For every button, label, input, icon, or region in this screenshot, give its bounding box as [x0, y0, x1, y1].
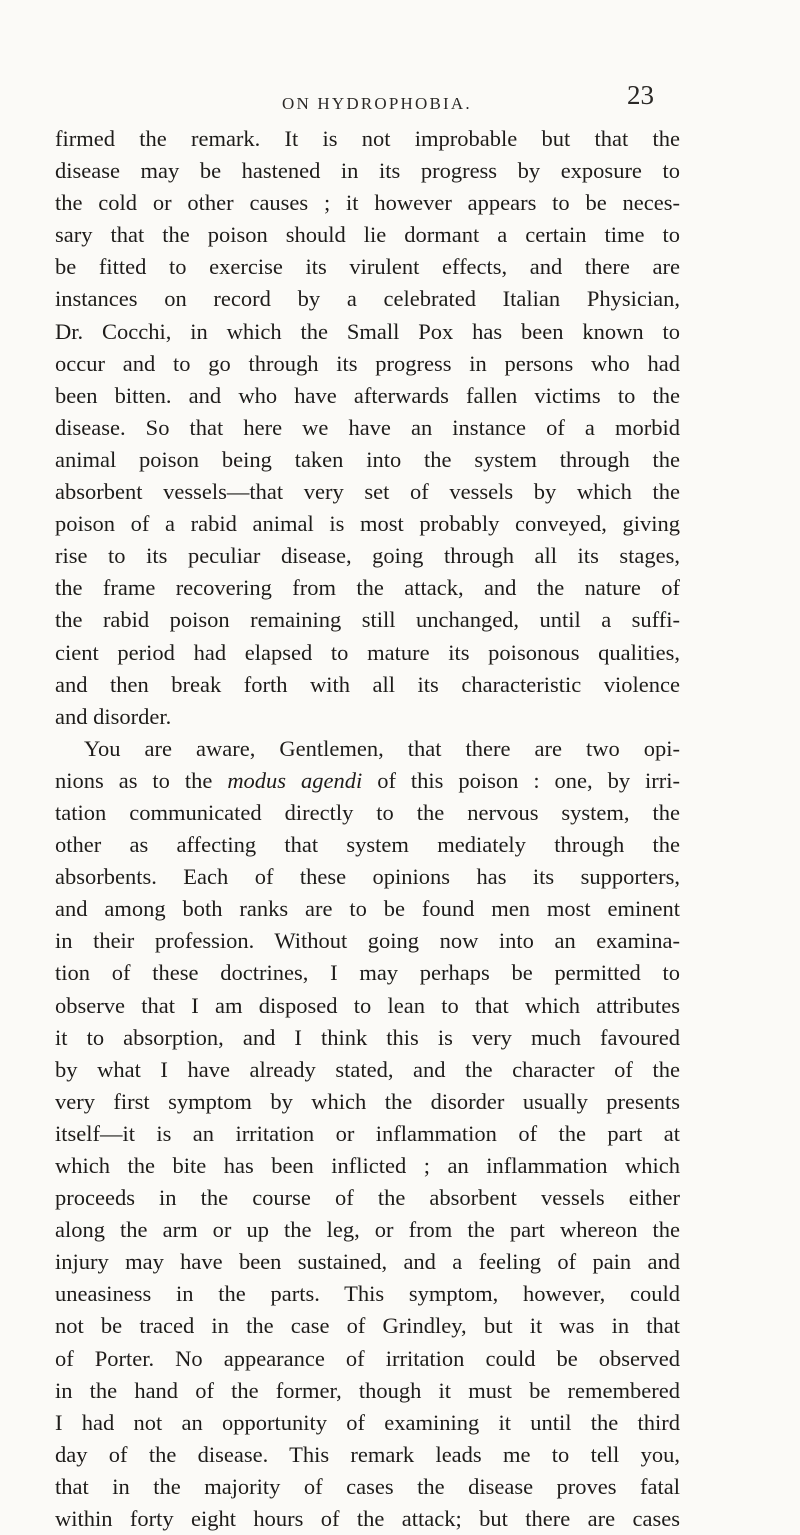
text-line: the frame recovering from the attack, and the nature of [55, 575, 680, 601]
text-line: in the hand of the former, though it must be remembered [55, 1377, 680, 1403]
text-line: observe that I am disposed to lean to that which attributes [55, 992, 680, 1018]
text-line: absorbent vessels—that very set of vessels by which the [55, 479, 680, 505]
text-line: other as affecting that system mediately through the [55, 832, 680, 858]
italic-phrase: modus agendi [227, 767, 363, 793]
text-line: and disorder. [55, 703, 172, 729]
text-line: it to absorption, and I think this is very much favoured [55, 1024, 680, 1050]
text-line: rise to its peculiar disease, going through all its stages, [55, 543, 680, 569]
text-line: itself—it is an irritation or inflammation of the part at [55, 1120, 680, 1146]
text-line: proceeds in the course of the absorbent vessels either [55, 1185, 680, 1211]
text-line: instances on record by a celebrated Italian Physician, [55, 286, 680, 312]
text-line: cient period had elapsed to mature its poisonous qualities, [55, 639, 680, 665]
text-line: be fitted to exercise its virulent effects, and there are [55, 254, 680, 280]
text-line: which the bite has been inflicted ; an inflammation which [55, 1153, 680, 1178]
text-line: disease. So that here we have an instance of a morbid [55, 414, 680, 440]
text-line: poison of a rabid animal is most probably conveyed, giving [55, 511, 680, 537]
text-line: in their profession. Without going now into an examina- [55, 928, 680, 954]
text-line-with-italic [55, 765, 680, 797]
text-line: and then break forth with all its characteristic violence [55, 671, 680, 697]
text-line: Dr. Cocchi, in which the Small Pox has been known to [55, 318, 680, 344]
text-line: the cold or other causes ; it however appears to be neces- [55, 190, 680, 216]
text-line: and among both ranks are to be found men most eminent [55, 896, 680, 922]
text-line: sary that the poison should lie dormant a certain time to [55, 222, 680, 248]
text-line: by what I have already stated, and the character of the [55, 1056, 680, 1082]
text-line: day of the disease. This remark leads me to tell you, [55, 1441, 680, 1467]
text-line: uneasiness in the parts. This symptom, however, could [55, 1281, 680, 1307]
text-line: I had not an opportunity of examining it until the third [55, 1409, 680, 1435]
text-line: disease may be hastened in its progress by exposure to [55, 158, 680, 184]
text-line: animal poison being taken into the system through the [55, 446, 680, 472]
text-line: occur and to go through its progress in persons who had [55, 350, 680, 376]
running-head: ON HYDROPHOBIA. [282, 94, 472, 113]
text-segment: as to the [118, 767, 213, 793]
text-line: You are aware, Gentlemen, that there are two opi- [84, 735, 680, 761]
text-segment: of this poison : one, by irri- [377, 767, 681, 793]
body-text [55, 123, 680, 1535]
page-number: 23 [627, 80, 654, 110]
text-line: that in the majority of cases the disease proves fatal [55, 1473, 680, 1499]
text-line: very first symptom by which the disorder usually presents [55, 1088, 680, 1114]
text-line: been bitten. and who have afterwards fallen victims to the [55, 382, 680, 408]
text-line: injury may have been sustained, and a feeling of pain and [55, 1249, 680, 1275]
text-line: firmed the remark. It is not improbable but that the [55, 126, 680, 151]
text-line: tion of these doctrines, I may perhaps be permitted to [55, 960, 680, 986]
text-line: not be traced in the case of Grindley, but it was in that [55, 1313, 680, 1339]
text-line: within forty eight hours of the attack; but there are cases [55, 1506, 680, 1532]
text-line: tation communicated directly to the nervous system, the [55, 799, 680, 825]
text-line: along the arm or up the leg, or from the part whereon the [55, 1217, 680, 1243]
text-line: of Porter. No appearance of irritation could be observed [55, 1345, 680, 1371]
text-line: the rabid poison remaining still unchanged, until a suffi- [55, 607, 680, 633]
text-segment: nions [55, 767, 104, 793]
text-line: absorbents. Each of these opinions has its supporters, [55, 864, 680, 890]
